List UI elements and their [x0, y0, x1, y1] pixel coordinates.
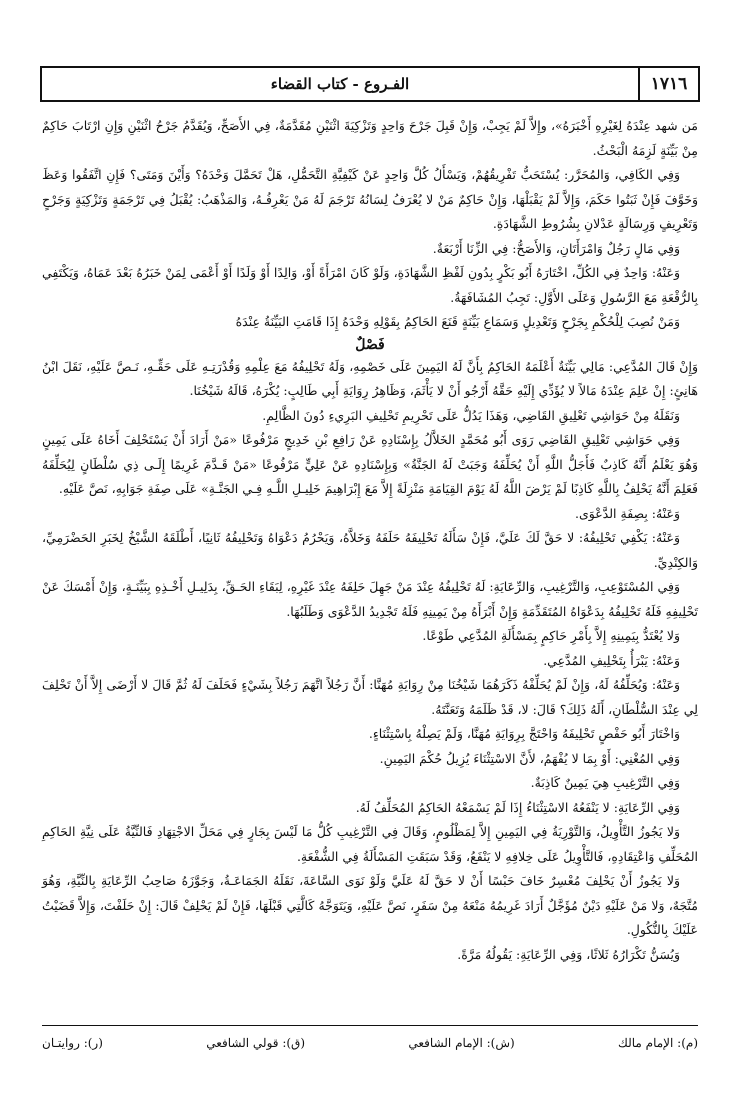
- paragraph: وَفِي مَالٍ رَجُلٌ وَامْرَأَتَانِ، وَالأَصَحُّ: فِي الزِّنَا أَرْبَعَةٌ.: [432, 240, 680, 256]
- footer-abbrev-m: (م): الإمام مالك: [617, 1036, 698, 1050]
- paragraph: وَفِي حَوَاشِي تَعْلِيقِ القَاضِي رَوَى أَبُو مُحَمَّدٍ الخَلاَّلُ بِإِسْنَادِهِ عَنْ رَافِعِ بْنِ خَدِيجٍ مَرْفُوعًا «مَنْ أَرَادَ أَنْ يَسْتَحْلِفَ أَخَاهُ عَلَى يَمِينٍ وَهُوَ يَعْلَمُ أَنَّهُ كَاذِبٌ فَأَجَلُّ اللَّهِ أَنْ يُحَلِّفَهُ وَجَبَتْ لَهُ الجَنَّةُ» وَبِإِسْنَادِهِ عَنْ عَلِيٍّ مَرْفُوعًا «مَنْ قَـدَّمَ غَرِيمًا إِلَـى ذِي سُلْطَانٍ لِيُحَلِّفَهُ فَعَلِمَ أَنَّهُ يَحْلِفُ بِاللَّهِ كَاذِبًا لَمْ يَرْضَ اللَّهُ لَهُ يَوْمَ القِيَامَةِ مَنْزِلَةً إِلاَّ مَعَ إِبْرَاهِيمَ خَلِيـلِ اللَّـهِ فِـي الجَنَّـةِ» عَلَى صِفَةِ جَوَابِهِ، نَصَّ عَلَيْهِ.: [42, 432, 698, 496]
- paragraph: وَاخْتَارَ أَبُو حَفْصٍ تَحْلِيفَهُ وَاحْتَجَّ بِرِوَايَةِ مُهَنَّا، وَلَمْ يَصِلْهُ بِاسْتِثْنَاءٍ.: [368, 726, 680, 741]
- paragraph: وَفِي المُسْتَوْعِبِ، وَالتَّرْغِيبِ، وَالرِّعَايَةِ: لَهُ تَحْلِيفُهُ عِنْدَ مَنْ جَهِلَ حَلِفَهُ عِنْدَ غَيْرِهِ، لِبَقَاءِ الحَـقِّ، بِدَلِيـلِ أَخْـذِهِ بِبَيِّنَـةٍ، وَإِنْ أَمْسَكَ عَنْ تَحْلِيفِهِ فَلَهُ تَحْلِيفُهُ بِدَعْوَاهُ المُتَقَدِّمَةِ وَإِنْ أَبْرَأَهُ مِنْ يَمِينِهِ فَلَهُ تَجْدِيدُ الدَّعْوَى وَطَلَبُهَا.: [42, 579, 698, 619]
- paragraph: وَفِي المُغْنِي: أَوْ بِمَا لا يُفْهَمُ، لأَنَّ الاسْتِثْنَاءَ يُزِيلُ حُكْمَ اليَمِينِ.: [379, 750, 680, 766]
- paragraph: وَفِي التَّرْغِيبِ هِيَ يَمِينٌ كَاذِبَةٌ.: [530, 775, 680, 790]
- paragraph: وَيُسَنُّ تَكْرَارُهُ ثَلاثًا، وَفِي الرِّعَايَةِ: يَقُولُهُ مَرَّةً.: [457, 946, 680, 962]
- footer-divider: [42, 1025, 698, 1026]
- paragraph: وَعَنْهُ: بِصِفَةِ الدَّعْوَى.: [575, 505, 680, 521]
- abbreviations-footer: [42, 1036, 698, 1056]
- paragraph: وَعَنْهُ: وَاحِدٌ فِي الكُلِّ، اخْتَارَهُ أَبُو بَكْرٍ بِدُونِ لَفْظِ الشَّهَادَةِ، وَلَوْ كَانَ امْرَأَةً أَوْ، وَالِدًا أَوْ وَلَدًا أَوْ أَعْمَى لِمَنْ خَبَرُهُ بَعْدَ عَمَاهُ، وَيَكْتَفِي بِالرُّقْعَةِ مَعَ الرَّسُولِ وَعَلَى الأَوَّلِ: تَجِبُ المُشَافَهَةُ.: [42, 265, 698, 305]
- paragraph: مَن شهد عِنْدَهُ لِغَيْرِهِ أَخْبَرَهُ»، وإِلاَّ لَمْ يَجِبْ، وَإِنْ قَبِلَ جَرْحَ وَاحِدٍ وَتَزْكِيَةَ اثْنَيْنِ مُقَدَّمَةٌ، فِي الأَصَحِّ، وَيُقَدَّمُ جَرْحُ اثْنَيْنِ وَإِنِ ارْتَابَ حَاكِمٌ مِنْ بَيِّنَةٍ لَزِمَهُ الْبَحْثُ.: [42, 118, 698, 158]
- footer-abbrev-q: (ق): قولي الشافعي: [206, 1036, 306, 1050]
- page-number: ١٧١٦: [638, 68, 698, 100]
- footer-abbrev-sh: (ش): الإمام الشافعي: [408, 1036, 515, 1050]
- page-header: [40, 66, 700, 102]
- paragraph: وَلا يَجُوزُ التَّأْوِيلُ، وَالتَّوْرِيَةُ فِي اليَمِينِ إِلاَّ لِمَظْلُومٍ، وَقَالَ فِي التَّرْغِيبِ كُلُّ مَا لَيْسَ بِجَارٍ فِي مَحَلِّ الاجْتِهَادِ فَالنِّيَّةُ عَلَى نِيَّةِ الحَاكِمِ المُحَلِّفِ وَاعْتِقَادِهِ، فَالتَّأْوِيلُ عَلَى خِلافِهِ لا يَنْفَعُ، وَقَدْ سَبَقَتِ المَسْأَلَةُ فِي الشُّفْعَةِ.: [42, 824, 698, 864]
- paragraph: وَعَنْهُ: يَكْفِي تَحْلِيفُهُ: لا حَقَّ لَكَ عَلَيَّ، فَإِنْ سَأَلَهُ تَحْلِيفَهُ حَلَفَهُ وَخَلاَّهُ، وَيَحْرُمُ دَعْوَاهُ وَتَحْلِيفُهُ ثَانِيًا، أَطْلَقَهُ الشَّيْخُ لِخَبَرِ الحَضْرَمِيِّ، وَالكِنْدِيِّ.: [42, 530, 698, 570]
- paragraph: وَعَنْهُ: يَبْرَأُ بِتَحْلِيفِ المُدَّعِي.: [543, 652, 680, 668]
- running-title: الفـروع - كتاب القضاء: [270, 75, 410, 93]
- paragraph: وَلا يَجُوزُ أَنْ يَحْلِفَ مُعْسِرٌ خَافَ حَبْسًا أَنْ لا حَقَّ لَهُ عَلَيَّ وَلَوْ نَوَى السَّاعَةَ، نَقَلَهُ الجَمَاعَـةُ، وَجَوَّزَهُ صَاحِبُ الرِّعَايَةِ بِالنِّيَّةِ، وَهُوَ مُتَّجَهٌ، وَلا مَنْ عَلَيْهِ دَيْنٌ مُؤَجَّلٌ أَرَادَ غَرِيمُهُ مَنْعَهُ مِنْ سَفَرٍ، نَصَّ عَلَيْهِ، وَيَتَوَجَّهُ كَالَّتِي قَبْلَهَا، فَإِنْ لَمْ يَحْلِفْ قَالَ: إِنْ حَلَفْتَ، وَإِلاَّ قَضَيْتُ عَلَيْكَ بِالنُّكُولِ.: [42, 873, 698, 937]
- paragraph: وَفِي الرِّعَايَةِ: لا يَنْفَعُهُ الاسْتِثْنَاءُ إِذَا لَمْ يَسْمَعْهُ الحَاكِمُ المُحَلِّفُ لَهُ.: [355, 799, 680, 815]
- paragraph: وَمَنْ نُصِبَ لِلْحُكْمِ بِجَرْحٍ وَتَعْدِيلٍ وَسَمَاعِ بَيِّنَةٍ قَنَعَ الحَاكِمُ بِقَوْلِهِ وَحْدَهُ إِذَا قَامَتِ البَيِّنَةُ عِنْدَهُ: [235, 314, 680, 329]
- paragraph: وَعَنْهُ: وَيُحَلِّفُهُ لَهُ، وَإِنْ لَمْ يُحَلِّفْهُ ذَكَرَهُمَا شَيْخُنَا مِنْ رِوَايَةِ مُهَنَّا: أَنَّ رَجُلاً اتَّهَمَ رَجُلاً بِشَيْءٍ فَحَلَفَ لَهُ ثُمَّ قَالَ لا أَرْضَى إِلاَّ أَنْ تَحْلِفَ لِي عِنْدَ السُّلْطَانِ، أَلَهُ ذَلِكَ؟ قَالَ: لا، قَدْ ظَلَمَهُ وَتَعَنَّتَهُ.: [42, 677, 698, 717]
- paragraph: وَنَقَلَهُ مِنْ حَوَاشِي تَعْلِيقِ القَاضِي، وَهَذَا يَدُلُّ عَلَى تَحْرِيمِ تَحْلِيفِ البَرِيءِ دُونَ الظَّالِمِ.: [262, 407, 680, 423]
- paragraph: وَفِي الكَافِي، وَالمُحَرَّر: يُسْتَحَبُّ تَفْرِيقُهُمْ، وَيَسْأَلُ كُلَّ وَاحِدٍ عَنْ كَيْفِيَّةِ التَّحَمُّلِ، هَلْ تَحَمَّلَ وَحْدَهُ؟ وَأَيْنَ وَمَتَى؟ فَإِنِ اتَّفَقُوا وَعَظَ وَخَوَّفَ فَإِنْ ثَبَتُوا حَكَمَ، وَإِلاَّ لَمْ يَقْبَلْهَا، وَإِنْ حَاكِمٌ مَنْ لا يُعْرَفُ لِسَانُهُ تَرْجَمَ لَهُ مَنْ يَعْرِفُـهُ، وَالمَذْهَبُ: يُقْبَلُ فِي تَرْجَمَةٍ وَتَزْكِيَةٍ وَجَرْحٍ وَتَعْرِيفٍ وَرِسَالَةٍ عَدْلانِ بِشُرُوطِ الشَّهَادَةِ.: [42, 167, 698, 231]
- paragraph: وَلا يُعْتَدُّ بِيَمِينِهِ إِلاَّ بِأَمْرِ حَاكِمٍ بِمَسْأَلَةِ المُدَّعِي طَوْعًا.: [422, 628, 680, 643]
- paragraph: وَإِنْ قَالَ المُدَّعِي: مَالِي بَيِّنَةٌ أَعْلَمَهُ الحَاكِمُ بِأَنَّ لَهُ اليَمِينَ عَلَى خَصْمِهِ، وَلَهُ تَحْلِيفُهُ مَعَ عِلْمِهِ وَقُدْرَتِـهِ عَلَى حَقِّـهِ، نَـصَّ عَلَيْهِ، نَقَلَ ابْنُ هَانِئٍ: إِنْ عَلِمَ عِنْدَهُ مَالاً لا يُؤَدِّي إِلَيْهِ حَقَّهُ أَرْجُو أَنْ لا يَأْثَمَ، وَظَاهِرُ رِوَايَةِ أَبِي طَالِبٍ: يُكْرَهُ، قَالَهُ شَيْخُنَا.: [42, 358, 698, 398]
- section-heading: فَصْلٌ: [355, 336, 385, 353]
- page-body: [42, 114, 698, 967]
- footer-abbrev-r: (ر): روايتـان: [42, 1036, 103, 1050]
